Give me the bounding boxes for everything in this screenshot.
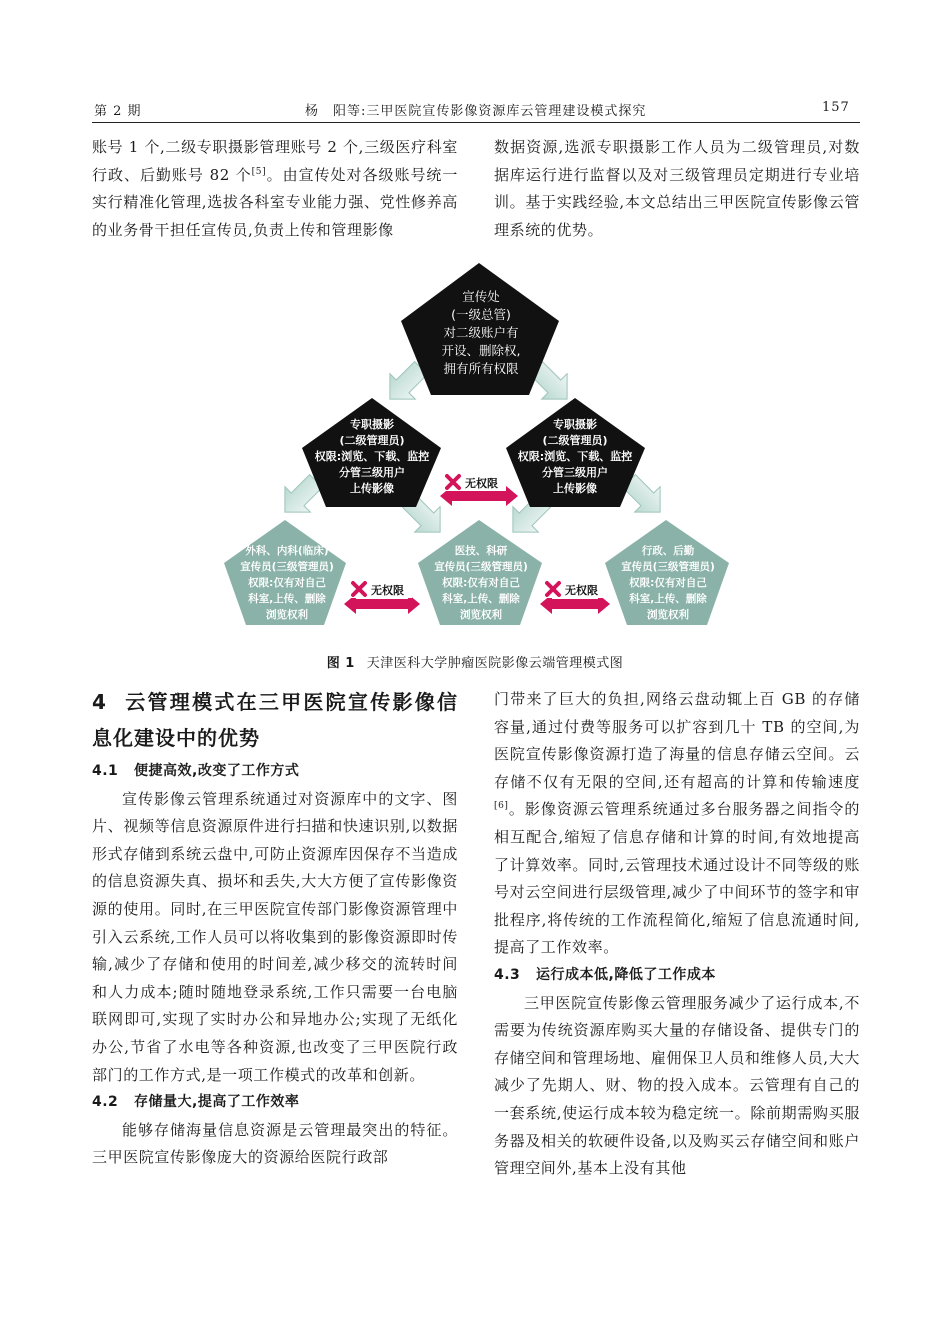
top-node-line-3: 对二级账户有: [443, 325, 519, 340]
bot-left-line-4: 科室,上传、删除: [248, 593, 326, 605]
bot-left-line-2: 宣传员(三级管理员): [240, 561, 334, 573]
figure-caption: [0, 652, 950, 671]
lower-right-column: [494, 686, 860, 1183]
figure-caption-label: 图 1: [326, 656, 355, 671]
section-4-2-heading: [92, 1089, 458, 1117]
top-left-text-b: 。由宣传处对各级账号统一实行精准化管理,选拔各科室专业能力强、党性修养高的业务骨干担任宣传员,负责上传和管理影像: [92, 165, 459, 239]
section-4-3-heading: [494, 962, 860, 990]
mid-left-line-3: 权限:浏览、下载、监控: [314, 450, 430, 463]
left-no-permission-connector: [344, 580, 420, 614]
section-4-heading: [92, 684, 458, 756]
section-4-1-paragraph: 宣传影像云管理系统通过对资源库中的文字、图片、视频等信息资源原件进行扫描和快速识别,以数据形式存储到系统云盘中,可防止资源库因保存不当造成的信息资源失真、损坏和丢失,大大方便了宣传影像资源的使用。同时,在三甲医院宣传部门影像资源管理中引入云系统,工作人员可以将收集到的影像资源即时传输,减少了存储和使用的时间差,减少移交的流转时间和人力成本;随时随地登录系统,工作只需要一台电脑联网即可,实现了实时办公和异地办公;实现了无纸化办公,节省了水电等各种资源,也改变了三甲医院行政部门的工作方式,是一项工作模式的改革和创新。: [92, 789, 458, 1084]
bot-right-line-5: 浏览权利: [647, 609, 689, 621]
section-4-1-title: 便捷高效,改变了工作方式: [134, 763, 300, 779]
section-4-3-paragraph: 三甲医院宣传影像云管理服务减少了运行成本,不需要为传统资源库购买大量的存储设备、提供专门的存储空间和管理场地、雇佣保卫人员和维修人员,大大减少了先期人、财、物的投入成本。云管理有自己的一套系统,使运行成本较为稳定统一。除前期需购买服务器及相关的软硬件设备,以及购买云存储空间和账户管理空间外,基本上没有其他: [494, 993, 860, 1178]
bot-left-line-5: 浏览权利: [266, 609, 308, 621]
top-node-line-4: 开设、删除权,: [441, 343, 521, 358]
section-4-2-paragraph-start: 能够存储海量信息资源是云管理最突出的特征。三甲医院宣传影像庞大的资源给医院行政部: [92, 1120, 458, 1167]
section-4-2-text-b: 。影像资源云管理系统通过多台服务器之间指令的相互配合,缩短了信息存储和计算的时间,有效地提高了计算效率。同时,云管理技术通过设计不同等级的账号对云空间进行层级管理,减少了中间环节的签字和审批程序,将传统的工作流程简化,缩短了信息流通时间,提高了工作效率。: [494, 800, 860, 957]
section-4-2-title: 存储量大,提高了工作效率: [134, 1094, 300, 1111]
section-4-number: 4: [92, 690, 107, 714]
mid-left-line-5: 上传影像: [350, 482, 394, 495]
section-4-title: 云管理模式在三甲医院宣传影像信息化建设中的优势: [92, 690, 458, 750]
section-4-2-text-a: 门带来了巨大的负担,网络云盘动辄上百 GB 的存储容量,通过付费等服务可以扩容到几十 TB 的空间,为医院宣传影像资源打造了海量的信息存储云空间。云存储不仅有无限的空间,还有超高的计算和传输速度: [494, 690, 860, 791]
top-left-paragraph: [92, 134, 458, 244]
header-issue: 第 2 期: [94, 104, 142, 119]
bot-left-line-3: 权限:仅有对自己: [248, 577, 326, 589]
mid-right-line-2: (二级管理员): [542, 434, 608, 447]
top-left-column: [92, 134, 458, 244]
bot-mid-line-1: 医技、科研: [454, 545, 508, 557]
section-4-3-title: 运行成本低,降低了工作成本: [536, 966, 716, 983]
section-4-1-number: 4.1: [92, 763, 119, 779]
bot-mid-line-3: 权限:仅有对自己: [442, 577, 520, 589]
section-4-2-paragraph-continued: [494, 686, 860, 962]
bot-right-line-2: 宣传员(三级管理员): [621, 561, 715, 573]
header-rule: [92, 122, 860, 123]
section-4-1-heading: [92, 758, 458, 786]
bot-right-line-3: 权限:仅有对自己: [629, 577, 707, 589]
bot-left-line-1: 外科、内科(临床): [245, 545, 329, 557]
top-node-line-5: 拥有所有权限: [443, 361, 519, 376]
mid-right-line-4: 分管三级用户: [542, 466, 608, 479]
mid-left-line-4: 分管三级用户: [339, 466, 405, 479]
lower-left-column: [92, 684, 458, 1172]
top-node-line-1: 宣传处: [462, 289, 500, 304]
mid-right-line-5: 上传影像: [553, 482, 597, 495]
right-no-permission-label: 无权限: [565, 584, 598, 597]
mid-right-line-1: 专职摄影: [553, 418, 597, 431]
bot-right-line-1: 行政、后勤: [641, 545, 695, 557]
mid-right-line-3: 权限:浏览、下载、监控: [517, 450, 633, 463]
header-running-title: 杨 阳等:三甲医院宣传影像资源库云管理建设模式探究: [305, 104, 647, 119]
figure-1-diagram: [0, 250, 950, 640]
top-right-paragraph: 数据资源,选派专职摄影工作人员为二级管理员,对数据库运行进行监督以及对三级管理员定期进行专业培训。基于实践经验,本文总结出三甲医院宣传影像云管理系统的优势。: [494, 138, 860, 239]
bot-mid-line-5: 浏览权利: [460, 609, 502, 621]
top-right-column: [494, 134, 860, 244]
left-no-permission-label: 无权限: [371, 584, 404, 597]
header-page-number: 157: [822, 100, 850, 115]
mid-no-permission-connector: [440, 473, 518, 506]
top-node-line-2: (一级总管): [451, 307, 511, 322]
mid-no-permission-label: 无权限: [465, 477, 498, 490]
citation-6: [6]: [494, 801, 509, 812]
figure-caption-text: 天津医科大学肿瘤医院影像云端管理模式图: [366, 656, 624, 671]
section-4-2-number: 4.2: [92, 1094, 119, 1111]
top-left-text-a: 账号 1 个,二级专职摄影管理账号 2 个,三级医疗科室行政、后勤账号 82 个: [92, 138, 458, 184]
right-no-permission-connector: [540, 580, 610, 614]
bot-right-line-4: 科室,上传、删除: [629, 593, 707, 605]
mid-left-line-1: 专职摄影: [350, 418, 394, 431]
section-4-3-number: 4.3: [494, 966, 521, 983]
bot-mid-line-4: 科室,上传、删除: [442, 593, 520, 605]
citation-5: [5]: [251, 166, 267, 177]
mid-left-line-2: (二级管理员): [339, 434, 405, 447]
bot-mid-line-2: 宣传员(三级管理员): [434, 561, 528, 573]
